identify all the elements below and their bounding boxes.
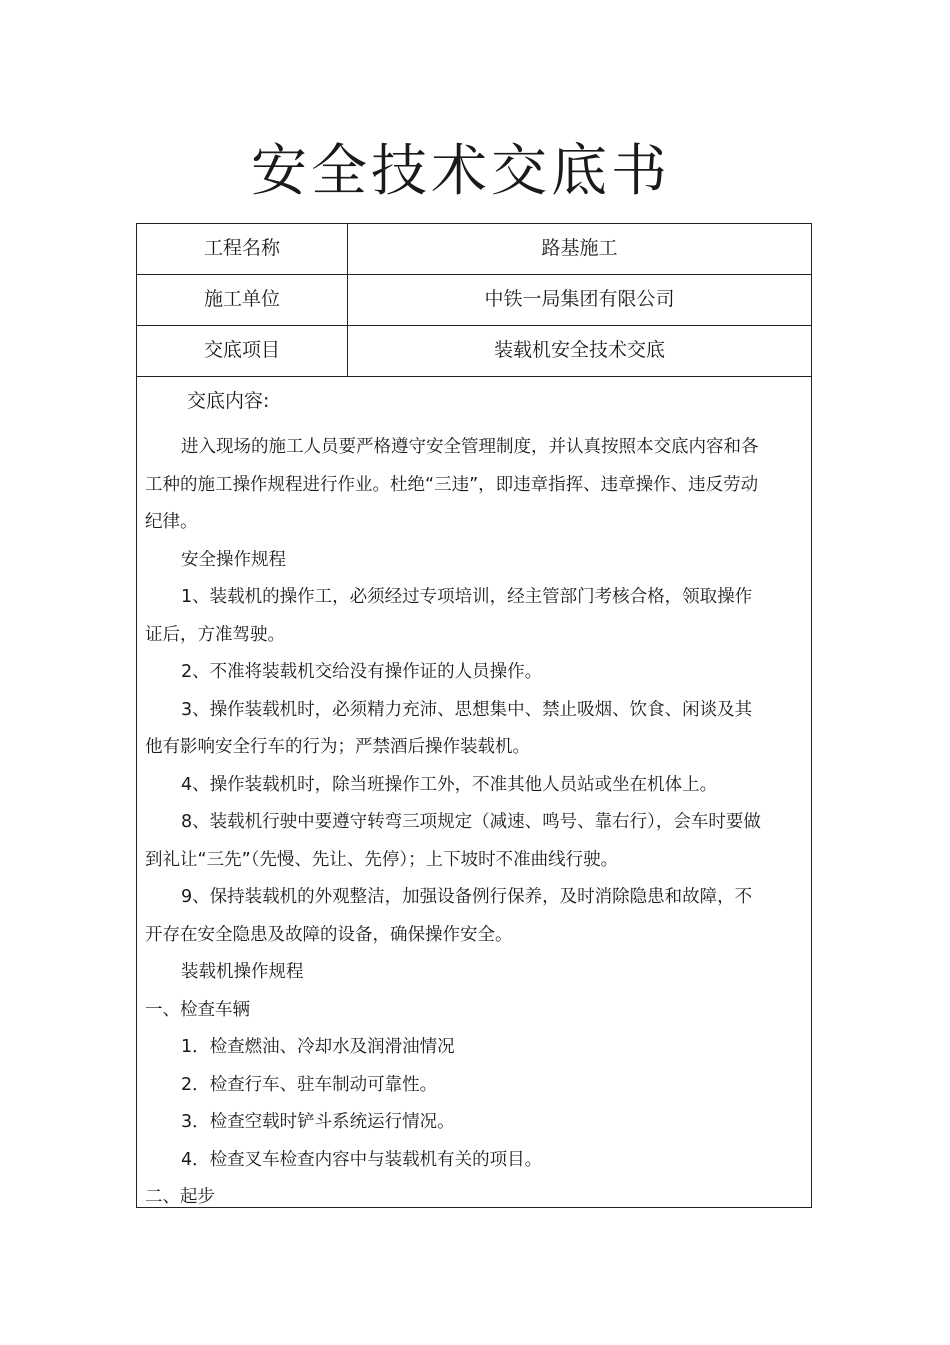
safety-rule-1: 1、装载机的操作工，必须经过专项培训，经主管部门考核合格，领取操作证后，方准驾驶。 [145, 587, 753, 645]
check-item-2: 2．检查行车、驻车制动可靠性。 [181, 1074, 438, 1095]
disclosure-item-value: 装载机安全技术交底 [493, 339, 665, 361]
disclosure-content [137, 377, 811, 1207]
safety-rule-3: 3、操作装载机时，必须精力充沛、思想集中、禁止吸烟、饮食、闲谈及其他有影响安全行车的行为；严禁酒后操作装载机。 [145, 699, 753, 757]
project-name-value: 路基施工 [541, 237, 618, 259]
construction-unit-value: 中铁一局集团有限公司 [484, 288, 675, 310]
row-project-name [137, 224, 811, 275]
check-item-4: 4．检查叉车检查内容中与装载机有关的项目。 [181, 1149, 543, 1170]
safety-rule-2: 2、不准将装载机交给没有操作证的人员操作。 [181, 662, 543, 682]
project-name-label: 工程名称 [137, 224, 348, 274]
safety-rule-4: 4、操作装载机时，除当班操作工外，不准其他人员站或坐在机体上。 [181, 774, 718, 795]
construction-unit-label: 施工单位 [137, 275, 348, 325]
safety-rule-8: 8、装载机行驶中要遵守转弯三项规定（减速、鸣号、靠右行），会车时要做到礼让“三先”（先慢、先让、先停）；上下坡时不准曲线行驶。 [145, 812, 761, 870]
content-heading: 交底内容: [187, 390, 270, 412]
disclosure-item-label: 交底项目 [137, 326, 348, 376]
intro-paragraph: 进入现场的施工人员要严格遵守安全管理制度，并认真按照本交底内容和各工种的施工操作规程进行作业。杜绝“三违”，即违章指挥、违章操作、违反劳动纪律。 [145, 437, 759, 532]
disclosure-table [136, 223, 812, 1208]
section-start: 二、起步 [145, 1187, 215, 1207]
operation-rules-title: 装载机操作规程 [181, 962, 304, 982]
safety-rule-9: 9、保持装载机的外观整洁，加强设备例行保养，及时消除隐患和故障，不开存在安全隐患及故障的设备，确保操作安全。 [145, 887, 753, 945]
document-title: 安全技术交底书 [251, 139, 671, 204]
check-item-3: 3．检查空载时铲斗系统运行情况。 [181, 1112, 455, 1132]
row-construction-unit [137, 275, 811, 326]
row-disclosure-item [137, 326, 811, 377]
check-item-1: 1．检查燃油、冷却水及润滑油情况 [181, 1037, 455, 1057]
safety-rules-title: 安全操作规程 [181, 549, 286, 570]
section-check-vehicle: 一、检查车辆 [145, 999, 250, 1020]
